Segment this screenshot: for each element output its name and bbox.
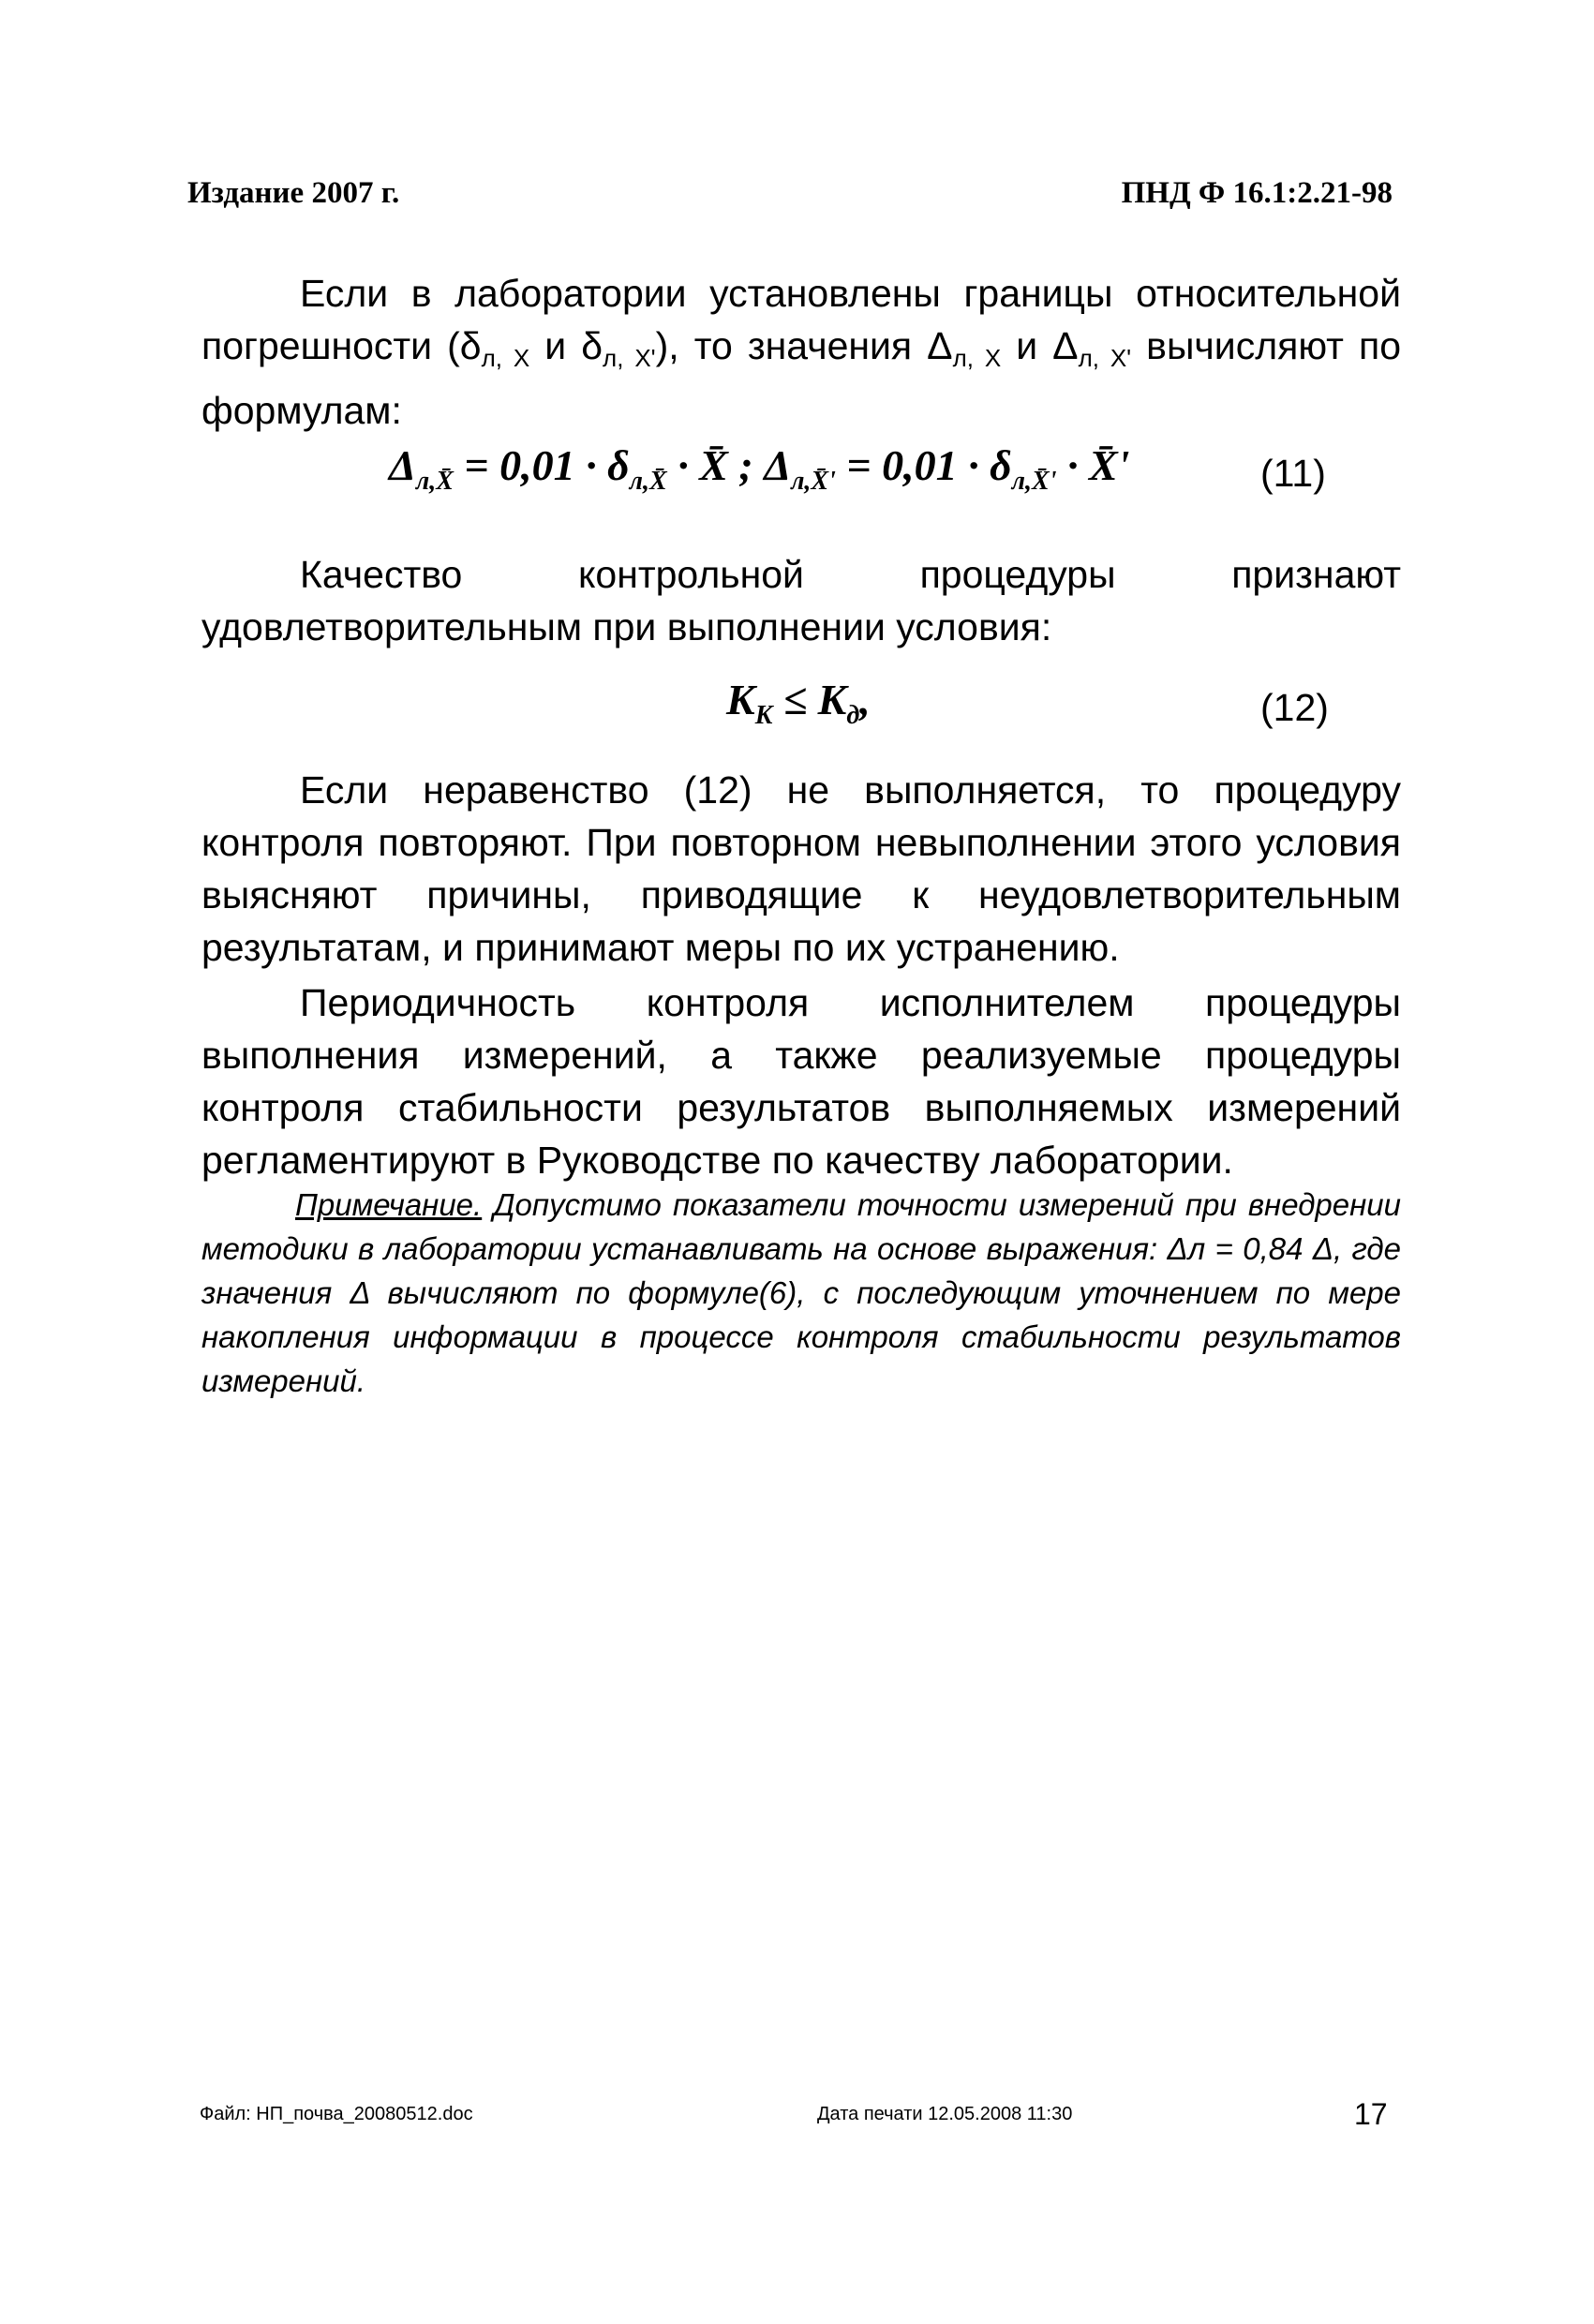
edition-label: Издание 2007 г. bbox=[187, 176, 400, 210]
note bbox=[201, 1183, 1401, 1403]
formula-12-number: (12) bbox=[1260, 686, 1329, 729]
paragraph-intro: Если в лаборатории установлены границы относительной погрешности ($\delta_{л, X}$ и $\delta_{л, X'}$), то значения $\Delta_{л, X}$ и $\Delta_{л, X'}$ вычисляют по формулам: bbox=[201, 272, 1401, 432]
note-text: Допустимо показатели точности измерений при внедрении методики в лаборатории устанавливать на основе выражения: Δл = 0,84 Δ, где значения Δ вычисляют по формуле(6), с последующим уточнением по мере накопления информации в процессе контроля стабильности результатов измерений. bbox=[201, 1187, 1401, 1398]
footer-file: Файл: НП_почва_20080512.doc bbox=[200, 2104, 473, 2124]
paragraph-repeat: Если неравенство (12) не выполняется, то процедуру контроля повторяют. При повторном невыполнении этого условия выясняют причины, приводящие к неудовлетворительным результатам, и принимают меры по их устранению. bbox=[201, 768, 1401, 969]
paragraph-quality: Качество контрольной процедуры признают удовлетворительным при выполнении условия: bbox=[201, 553, 1401, 648]
footer-print-date: Дата печати 12.05.2008 11:30 bbox=[817, 2104, 1073, 2124]
paragraph-periodicity: Периодичность контроля исполнителем процедуры выполнения измерений, а также реализуемые процедуры контроля стабильности результатов выполняемых измерений регламентируют в Руководстве по качеству лаборатории. bbox=[201, 981, 1401, 1182]
formula-11: $\Delta_{л,X̄} = 0,01 \cdot \delta_{л,X̄}$ · X̄ ; $\Delta_{л,X̄'} = 0,01 \cdot \delta_{л,X̄'}$ · X̄' bbox=[389, 441, 1130, 496]
formula-12: $K_K \le K_д$, bbox=[726, 676, 871, 730]
note-label: Примечание. bbox=[295, 1187, 483, 1222]
formula-11-number: (11) bbox=[1260, 452, 1326, 495]
document-code: ПНД Ф 16.1:2.21-98 bbox=[1121, 176, 1393, 210]
page-number: 17 bbox=[1354, 2097, 1388, 2131]
